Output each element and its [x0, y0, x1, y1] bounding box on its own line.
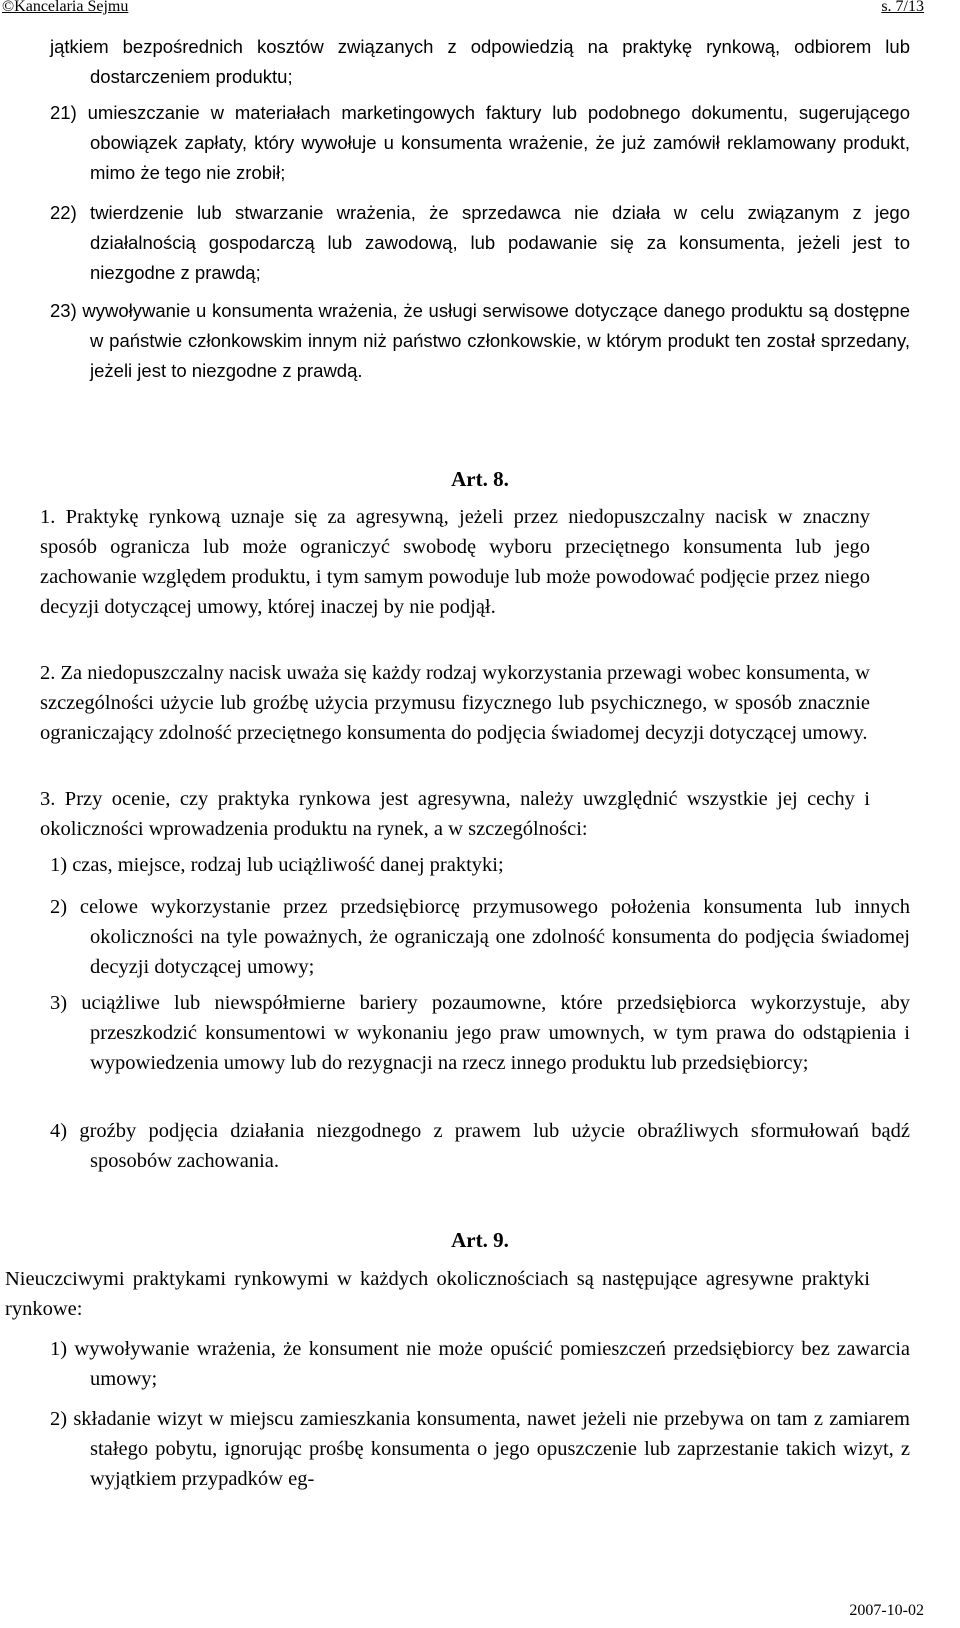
paragraph: Nieuczciwymi praktykami rynkowymi w każdych okolicznościach są następujące agresywne praktyki rynkowe: — [5, 1268, 870, 1320]
list-item: 4) groźby podjęcia działania niezgodnego z prawem lub użycie obraźliwych sformułowań bądź sposobów zachowania. — [50, 1120, 910, 1172]
article-heading: Art. 9. — [451, 1228, 509, 1252]
list-item: 2) składanie wizyt w miejscu zamieszkania konsumenta, nawet jeżeli nie przebywa on tam z zamiarem stałego pobytu, ignorując prośbę konsumenta o jego opuszczenie lub zaprzestanie takich wizyt, z wyjątkiem przypadków eg- — [50, 1408, 910, 1490]
paragraph: 1. Praktykę rynkową uznaje się za agresywną, jeżeli przez niedopuszczalny nacisk w znaczny sposób ogranicza lub może ograniczyć swobodę wyboru przeciętnego konsumenta lub jego zachowanie względem produktu, i tym samym powoduje lub może powodować podjęcie przez niego decyzji dotyczącej umowy, której inaczej by nie podjął. — [40, 506, 870, 618]
list-item: 21) umieszczanie w materiałach marketingowych faktury lub podobnego dokumentu, sugerującego obowiązek zapłaty, który wywołuje u konsumenta wrażenie, że już zamówił reklamowany produkt, mimo że tego nie zrobił; — [50, 102, 910, 183]
page-number: s. 7/13 — [881, 0, 924, 15]
footer-date: 2007-10-02 — [849, 1602, 924, 1619]
list-item: jątkiem bezpośrednich kosztów związanych z odpowiedzią na praktykę rynkową, odbiorem lub dostarczeniem produktu; — [50, 36, 910, 87]
article-heading: Art. 8. — [451, 467, 509, 491]
paragraph: 3. Przy ocenie, czy praktyka rynkowa jest agresywna, należy uwzględnić wszystkie jej cechy i okoliczności wprowadzenia produktu na rynek, a w szczególności: — [40, 788, 870, 840]
list-item: 2) celowe wykorzystanie przez przedsiębiorcę przymusowego położenia konsumenta lub innych okoliczności na tyle poważnych, że ograniczają one zdolność konsumenta do podjęcia świadomej decyzji dotyczącej umowy; — [50, 896, 910, 978]
list-item: 22) twierdzenie lub stwarzanie wrażenia, że sprzedawca nie działa w celu związanym z jego działalnością gospodarczą lub zawodową, lub podawanie się za konsumenta, jeżeli jest to niezgodne z prawdą; — [50, 202, 910, 283]
list-item: 3) uciążliwe lub niewspółmierne bariery pozaumowne, które przedsiębiorca wykorzystuje, aby przeszkodzić konsumentowi w wykonaniu jego praw umownych, w tym prawa do odstąpienia i wypowiedzenia umowy lub do rezygnacji na rzecz innego produktu lub przedsiębiorcy; — [50, 992, 910, 1074]
page-header-left: ©Kancelaria Sejmu — [2, 0, 129, 15]
list-item: 23) wywoływanie u konsumenta wrażenia, że usługi serwisowe dotyczące danego produktu są dostępne w państwie członkowskim innym niż państwo członkowskie, w którym produkt ten został sprzedany, jeżeli jest to niezgodne z prawdą. — [50, 300, 910, 381]
paragraph: 2. Za niedopuszczalny nacisk uważa się każdy rodzaj wykorzystania przewagi wobec konsumenta, w szczególności użycie lub groźbę użycia przymusu fizycznego lub psychicznego, w sposób znacznie ograniczający zdolność przeciętnego konsumenta do podjęcia świadomej decyzji dotyczącej umowy. — [40, 662, 870, 744]
list-item: 1) czas, miejsce, rodzaj lub uciążliwość danej praktyki; — [50, 854, 504, 876]
list-item: 1) wywoływanie wrażenia, że konsument nie może opuścić pomieszczeń przedsiębiorcy bez zawarcia umowy; — [50, 1338, 910, 1390]
